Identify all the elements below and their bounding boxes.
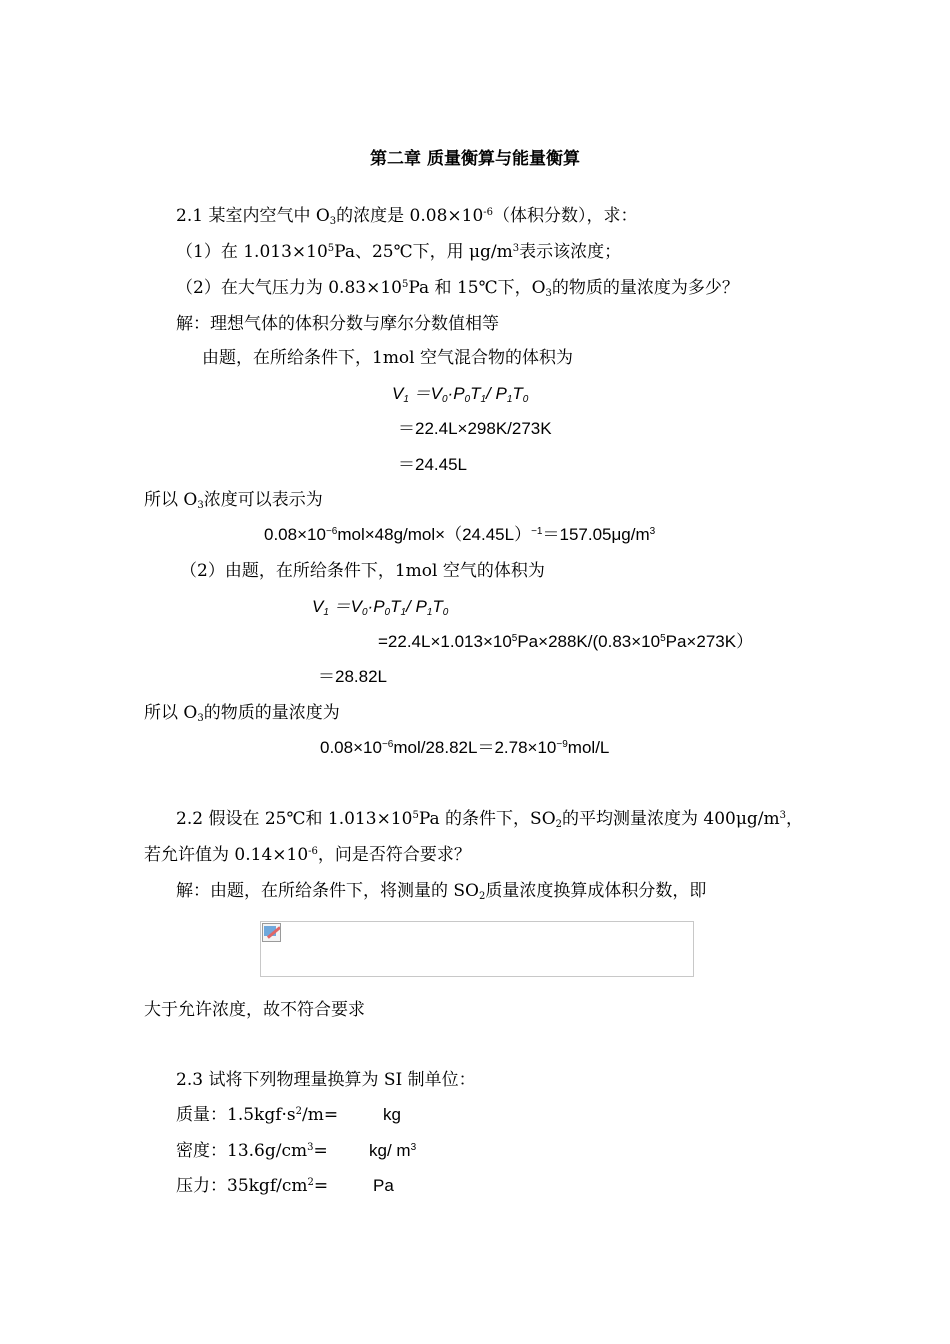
broken-image-icon bbox=[262, 923, 281, 942]
equation-image-placeholder bbox=[260, 921, 694, 977]
problem-2-2-conclusion: 大于允许浓度，故不符合要求 bbox=[144, 1000, 365, 1020]
equation-volume-4: $V_1 =V_0\cdot P_0T_1/$ $P_1T_0$ bbox=[312, 597, 449, 618]
equation-volume-3: ＝24.45L bbox=[398, 455, 467, 474]
solution-given: 由题，在所给条件下，1mol 空气混合物的体积为 bbox=[202, 348, 574, 368]
page-title: 第二章 质量衡算与能量衡算 bbox=[370, 149, 580, 169]
solution-part-2: （2）由题，在所给条件下，1mol 空气的体积为 bbox=[180, 561, 545, 581]
conversion-density: 密度：$13.6g/cm^3=$ kg/ $m^3$ bbox=[176, 1141, 417, 1161]
equation-volume-1: $V_1 =V_0\cdot P_0T_1/$ $P_1T_0$ bbox=[392, 384, 529, 405]
problem-2-1-question: 2.1 某室内空气中 $O_3$的浓度是 $0.08\times 10^{-6}$（体积分数），求： bbox=[176, 206, 638, 227]
so-molar-concentration: 所以 $O_3$的物质的量浓度为 bbox=[144, 703, 340, 724]
problem-2-2-solution: 解：由题，在所给条件下，将测量的 $SO_2$质量浓度换算成体积分数，即 bbox=[176, 881, 707, 902]
so-concentration: 所以 $O_3$浓度可以表示为 bbox=[144, 490, 323, 511]
equation-volume-2: ＝22.4L×298K/273K bbox=[398, 419, 552, 438]
solution-intro: 解：理想气体的体积分数与摩尔分数值相等 bbox=[176, 314, 499, 334]
conversion-mass: 质量：$1.5kgf\cdot s^2/m=$ kg bbox=[176, 1105, 401, 1125]
problem-2-3-question: 2.3 试将下列物理量换算为 SI 制单位： bbox=[176, 1070, 476, 1090]
problem-2-1-part-1: （1）在 $1.013\times 10^5Pa$、25℃下，用 $\mu g/m^3$表示该浓度； bbox=[176, 242, 622, 262]
equation-volume-6: ＝28.82L bbox=[318, 667, 387, 686]
equation-volume-5: $=22.4L\times 1.013\times 10^5Pa\times 288K/(0.83\times 10^5Pa\times 273K)$ bbox=[378, 632, 754, 651]
problem-2-2-question-cont: 若允许值为 $0.14\times 10^{-6}$，问是否符合要求？ bbox=[144, 845, 471, 865]
problem-2-1-part-2: （2）在大气压力为 $0.83\times 10^5Pa$ 和 15℃下，$O_3$的物质的量浓度为多少？ bbox=[176, 278, 739, 299]
result-molar-concentration: $0.08\times 10^{-6}mol/28.82L=2.78\times 10^{-9}mol/L$ bbox=[320, 738, 610, 757]
result-mass-concentration: $0.08\times 10^{-6}mol\times 48g/mol\times(24.45L)^{-1}=157.05\mu g/m^3$ bbox=[264, 525, 656, 544]
conversion-pressure: 压力：$35kgf/cm^2=$ Pa bbox=[176, 1176, 394, 1196]
problem-2-2-question: 2.2 假设在 25℃和 $1.013\times 10^5Pa$ 的条件下，$SO_2$的平均测量浓度为 $400\mu g/m^3$， bbox=[176, 809, 804, 830]
